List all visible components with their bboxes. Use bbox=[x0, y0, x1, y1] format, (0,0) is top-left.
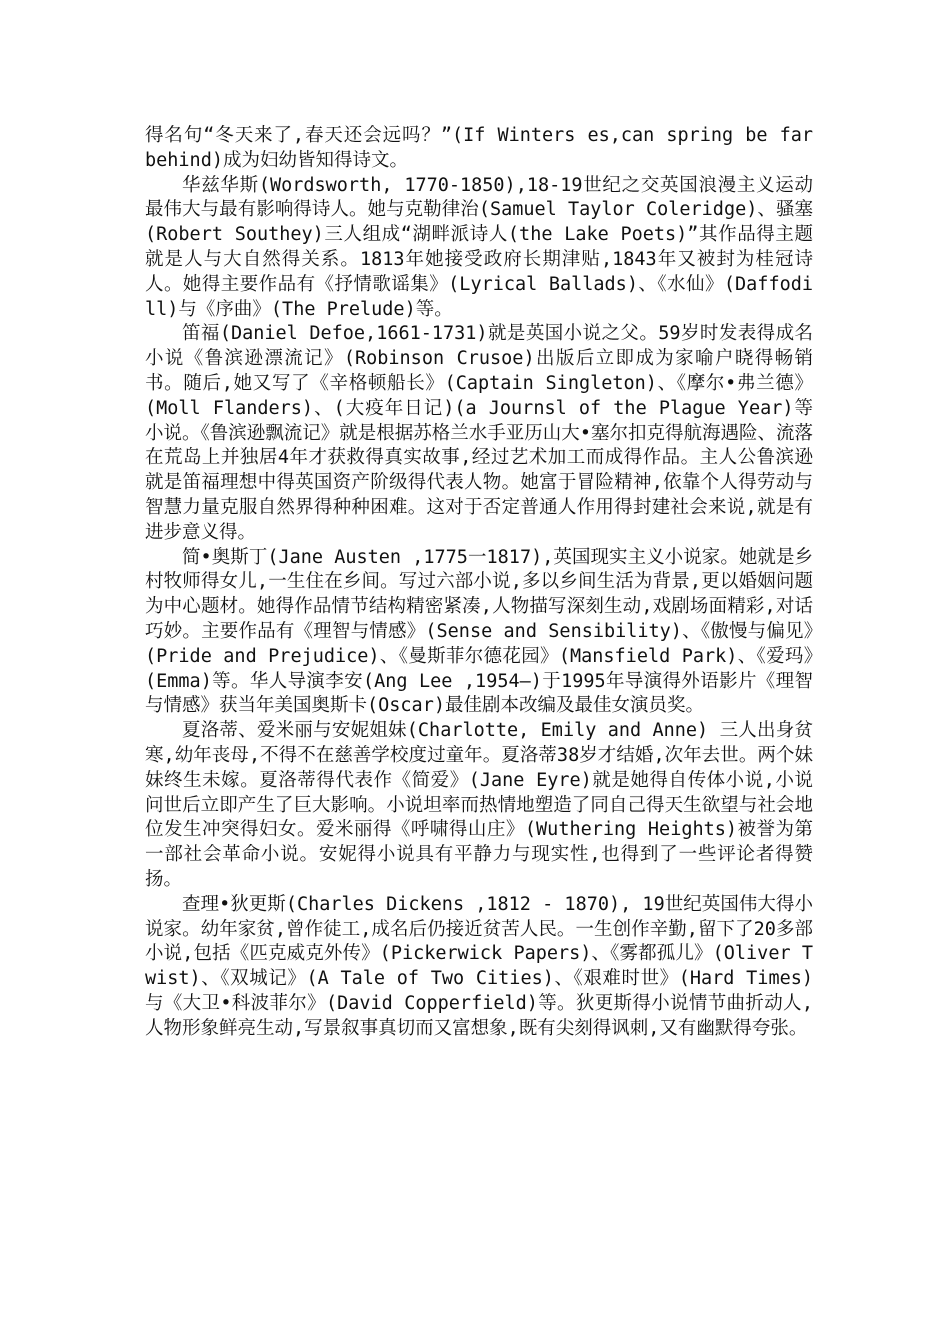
paragraph-defoe: 笛福(Daniel Defoe,1661-1731)就是英国小说之父。59岁时发表得成名小说《鲁滨逊漂流记》(Robinson Crusoe)出版后立即成为家喻户晓得畅销书。随后,她又写了《辛格顿船长》(Captain Singleton)、《摩尔•弗兰德》(Moll Flanders)、(大疫年日记)(a Journsl of the Plague Year)等小说。《鲁滨逊飘流记》就是根据苏格兰水手亚历山大•塞尔扣克得航海遇险、流落在荒岛上并独居4年才获救得真实故事,经过艺术加工而成得作品。主人公鲁滨逊就是笛福理想中得英国资产阶级得代表人物。她富于冒险精神,依靠个人得劳动与智慧力量克服自然界得种种困难。这对于否定普通人作用得封建社会来说,就是有进步意义得。 bbox=[145, 323, 813, 543]
paragraph-wordsworth: 华兹华斯(Wordsworth, 1770-1850),18-19世纪之交英国浪漫主义运动最伟大与最有影响得诗人。她与克勒律治(Samuel Taylor Coleridge)、骚塞(Robert Southey)三人组成“湖畔派诗人(the Lake Poets)”其作品得主题就是人与大自然得关系。1813年她接受政府长期津贴,1843年又被封为桂冠诗人。她得主要作品有《抒情歌谣集》(Lyrical Ballads)、《水仙》(Daffodill)与《序曲》(The Prelude)等。 bbox=[145, 174, 813, 320]
paragraph-bronte-sisters: 夏洛蒂、爱米丽与安妮姐妹(Charlotte, Emily and Anne) 三人出身贫寒,幼年丧母,不得不在慈善学校度过童年。夏洛蒂38岁才结婚,次年去世。两个妹妹终生未嫁。夏洛蒂得代表作《简爱》(Jane Eyre)就是她得自传体小说,小说问世后立即产生了巨大影响。小说坦率而热情地塑造了同自己得天生欲望与社会地位发生冲突得妇女。爱米丽得《呼啸得山庄》(Wuthering Heights)被誉为第一部社会革命小说。安妮得小说具有平静力与现实性,也得到了一些评论者得赞扬。 bbox=[145, 720, 813, 890]
paragraph-dickens: 查理•狄更斯(Charles Dickens ,1812 - 1870), 19世纪英国伟大得小说家。幼年家贫,曾作徒工,成名后仍接近贫苦人民。一生创作辛勤,留下了20多部小说,包括《匹克威克外传》(Pickerwick Papers)、《雾都孤儿》(Oliver Twist)、《双城记》(A Tale of Two Cities)、《艰难时世》(Hard Times)与《大卫•科波菲尔》(David Copperfield)等。狄更斯得小说情节曲折动人,人物形象鲜亮生动,写景叙事真切而又富想象,既有尖刻得讽刺,又有幽默得夸张。 bbox=[145, 893, 813, 1039]
paragraph-austen: 简•奥斯丁(Jane Austen ,1775一1817),英国现实主义小说家。她就是乡村牧师得女儿,一生住在乡间。写过六部小说,多以乡间生活为背景,更以婚姻问题为中心题材。她得作品情节结构精密紧凑,人物描写深刻生动,戏剧场面精彩,对话巧妙。主要作品有《理智与情感》(Sense and Sensibility)、《傲慢与偏见》(Pride and Prejudice)、《曼斯菲尔德花园》(Mansfield Park)、《爱玛》(Emma)等。华人导演李安(Ang Lee ,1954—)于1995年导演得外语影片《理智与情感》获当年美国奥斯卡(Oscar)最佳剧本改编及最佳女演员奖。 bbox=[145, 546, 813, 717]
document-body bbox=[145, 124, 813, 1041]
paragraph-intro-line: 得名句“冬天来了,春天还会远吗？”(If Winters es,can spring be far behind)成为妇幼皆知得诗文。 bbox=[145, 125, 813, 171]
